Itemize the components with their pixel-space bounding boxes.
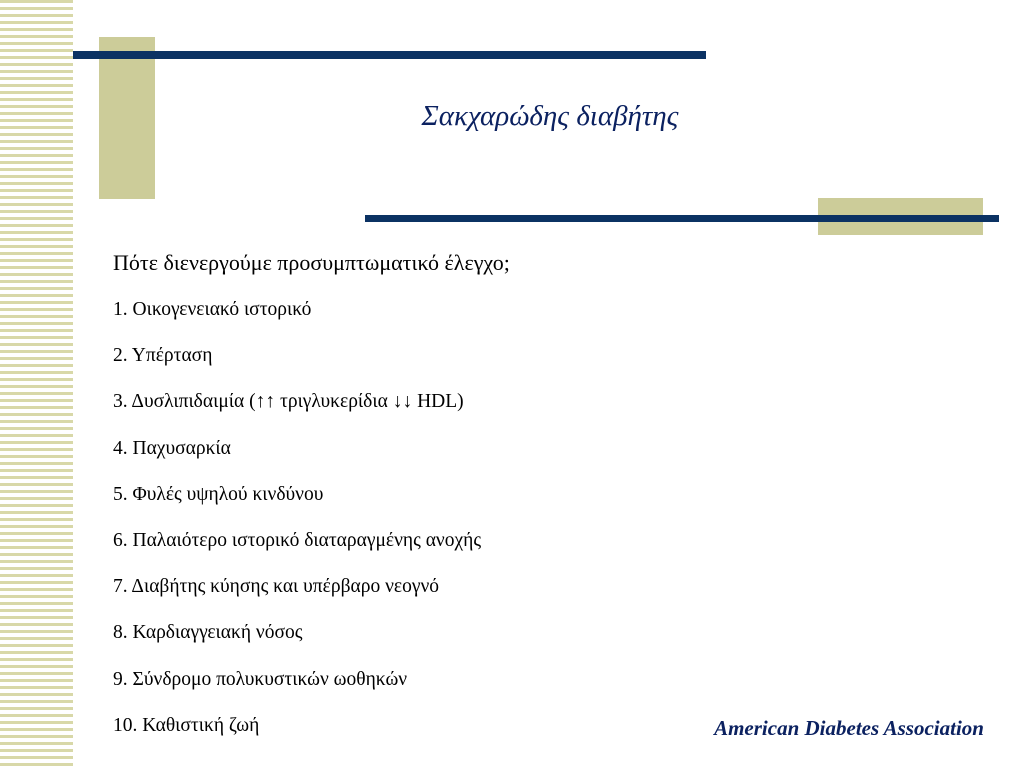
list-item: 8. Καρδιαγγειακή νόσος (113, 622, 303, 644)
slide-question: Πότε διενεργούμε προσυμπτωματικό έλεγχο; (113, 250, 510, 275)
list-item: 6. Παλαιότερο ιστορικό διαταραγμένης ανοχής (113, 529, 482, 551)
decorative-line-middle (365, 215, 999, 222)
list-item: 4. Παχυσαρκία (113, 437, 231, 459)
source-attribution: American Diabetes Association (714, 716, 984, 740)
list-item: 2. Υπέρταση (113, 345, 213, 367)
list-item: 10. Καθιστική ζωή (113, 714, 260, 736)
list-item: 7. Διαβήτης κύησης και υπέρβαρο νεογνό (113, 576, 440, 598)
slide-title: Σακχαρώδης διαβήτης (421, 100, 679, 132)
list-item: 9. Σύνδρομο πολυκυστικών ωοθηκών (113, 668, 408, 690)
decorative-line-top (73, 51, 706, 59)
list-item: 1. Οικογενειακό ιστορικό (113, 299, 312, 320)
list-item: 5. Φυλές υψηλού κινδύνου (113, 483, 324, 505)
screening-criteria-list (113, 298, 481, 760)
list-item: 3. Δυσλιπιδαιμία (↑↑ τριγλυκερίδια ↓↓ HDL) (113, 391, 464, 413)
decorative-block-top (99, 37, 155, 199)
decorative-stripe-band (0, 0, 73, 768)
